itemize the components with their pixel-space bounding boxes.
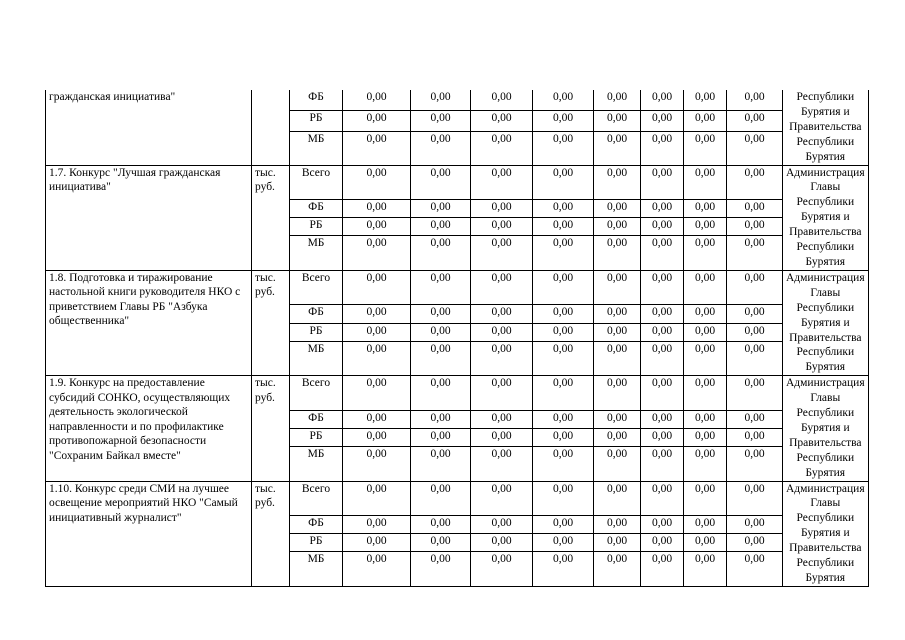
source-cell: ФБ	[290, 305, 343, 323]
executor-cell: Администрация Главы Республики Бурятия и Правительства Республики Бурятия	[783, 270, 869, 375]
value-cell: 0,00	[411, 534, 471, 552]
source-cell: РБ	[290, 111, 343, 132]
table-row	[46, 165, 869, 199]
source-cell: Всего	[290, 481, 343, 515]
value-cell: 0,00	[343, 447, 411, 481]
source-cell: РБ	[290, 428, 343, 446]
value-cell: 0,00	[594, 447, 641, 481]
value-cell: 0,00	[727, 199, 783, 217]
value-cell: 0,00	[411, 552, 471, 586]
source-cell: РБ	[290, 534, 343, 552]
value-cell: 0,00	[533, 376, 594, 410]
value-cell: 0,00	[594, 410, 641, 428]
source-cell: МБ	[290, 236, 343, 270]
value-cell: 0,00	[411, 218, 471, 236]
value-cell: 0,00	[727, 111, 783, 132]
value-cell: 0,00	[641, 428, 684, 446]
unit-cell	[252, 90, 290, 165]
executor-cell: Республики Бурятия и Правительства Республики Бурятия	[783, 90, 869, 165]
unit-cell: тыс. руб.	[252, 270, 290, 375]
value-cell: 0,00	[411, 236, 471, 270]
source-cell: ФБ	[290, 90, 343, 111]
value-cell: 0,00	[684, 341, 727, 375]
table-row	[46, 376, 869, 410]
item-name: 1.8. Подготовка и тиражирование настольной книги руководителя НКО с приветствием Главы РБ "Азбука общественника"	[46, 270, 252, 375]
value-cell: 0,00	[343, 199, 411, 217]
value-cell: 0,00	[411, 516, 471, 534]
source-cell: МБ	[290, 552, 343, 586]
value-cell: 0,00	[471, 270, 533, 304]
value-cell: 0,00	[533, 481, 594, 515]
value-cell: 0,00	[471, 516, 533, 534]
value-cell: 0,00	[684, 218, 727, 236]
value-cell: 0,00	[727, 428, 783, 446]
executor-cell: Администрация Главы Республики Бурятия и Правительства Республики Бурятия	[783, 481, 869, 586]
value-cell: 0,00	[684, 447, 727, 481]
value-cell: 0,00	[727, 236, 783, 270]
value-cell: 0,00	[684, 236, 727, 270]
value-cell: 0,00	[411, 132, 471, 166]
value-cell: 0,00	[684, 111, 727, 132]
executor-cell: Администрация Главы Республики Бурятия и Правительства Республики Бурятия	[783, 165, 869, 270]
value-cell: 0,00	[343, 516, 411, 534]
value-cell: 0,00	[684, 534, 727, 552]
value-cell: 0,00	[471, 199, 533, 217]
value-cell: 0,00	[471, 428, 533, 446]
value-cell: 0,00	[594, 552, 641, 586]
value-cell: 0,00	[411, 376, 471, 410]
value-cell: 0,00	[533, 111, 594, 132]
value-cell: 0,00	[411, 199, 471, 217]
value-cell: 0,00	[471, 552, 533, 586]
value-cell: 0,00	[343, 90, 411, 111]
value-cell: 0,00	[343, 270, 411, 304]
value-cell: 0,00	[343, 218, 411, 236]
value-cell: 0,00	[533, 270, 594, 304]
value-cell: 0,00	[684, 305, 727, 323]
value-cell: 0,00	[641, 410, 684, 428]
value-cell: 0,00	[471, 132, 533, 166]
value-cell: 0,00	[641, 270, 684, 304]
value-cell: 0,00	[594, 218, 641, 236]
value-cell: 0,00	[471, 218, 533, 236]
value-cell: 0,00	[641, 534, 684, 552]
value-cell: 0,00	[471, 323, 533, 341]
value-cell: 0,00	[533, 534, 594, 552]
source-cell: РБ	[290, 323, 343, 341]
value-cell: 0,00	[684, 199, 727, 217]
value-cell: 0,00	[641, 341, 684, 375]
value-cell: 0,00	[594, 428, 641, 446]
value-cell: 0,00	[533, 218, 594, 236]
value-cell: 0,00	[684, 132, 727, 166]
value-cell: 0,00	[684, 323, 727, 341]
value-cell: 0,00	[641, 305, 684, 323]
value-cell: 0,00	[411, 111, 471, 132]
value-cell: 0,00	[594, 323, 641, 341]
value-cell: 0,00	[727, 90, 783, 111]
value-cell: 0,00	[343, 376, 411, 410]
value-cell: 0,00	[533, 90, 594, 111]
value-cell: 0,00	[594, 481, 641, 515]
table-row	[46, 481, 869, 515]
value-cell: 0,00	[594, 132, 641, 166]
value-cell: 0,00	[533, 447, 594, 481]
value-cell: 0,00	[471, 90, 533, 111]
item-name: гражданская инициатива"	[46, 90, 252, 165]
value-cell: 0,00	[411, 323, 471, 341]
value-cell: 0,00	[684, 165, 727, 199]
value-cell: 0,00	[641, 481, 684, 515]
executor-cell: Администрация Главы Республики Бурятия и Правительства Республики Бурятия	[783, 376, 869, 481]
value-cell: 0,00	[411, 90, 471, 111]
value-cell: 0,00	[533, 552, 594, 586]
value-cell: 0,00	[641, 111, 684, 132]
value-cell: 0,00	[533, 323, 594, 341]
value-cell: 0,00	[471, 447, 533, 481]
source-cell: МБ	[290, 132, 343, 166]
value-cell: 0,00	[641, 236, 684, 270]
value-cell: 0,00	[684, 376, 727, 410]
value-cell: 0,00	[641, 199, 684, 217]
value-cell: 0,00	[533, 199, 594, 217]
source-cell: МБ	[290, 447, 343, 481]
source-cell: РБ	[290, 218, 343, 236]
item-name: 1.10. Конкурс среди СМИ на лучшее освещение мероприятий НКО "Самый инициативный журналист"	[46, 481, 252, 586]
value-cell: 0,00	[533, 341, 594, 375]
value-cell: 0,00	[727, 447, 783, 481]
value-cell: 0,00	[594, 341, 641, 375]
value-cell: 0,00	[533, 428, 594, 446]
value-cell: 0,00	[684, 270, 727, 304]
value-cell: 0,00	[471, 376, 533, 410]
table-row	[46, 90, 869, 111]
value-cell: 0,00	[641, 323, 684, 341]
value-cell: 0,00	[533, 305, 594, 323]
value-cell: 0,00	[641, 516, 684, 534]
source-cell: Всего	[290, 270, 343, 304]
value-cell: 0,00	[594, 165, 641, 199]
value-cell: 0,00	[684, 516, 727, 534]
value-cell: 0,00	[727, 218, 783, 236]
value-cell: 0,00	[727, 376, 783, 410]
value-cell: 0,00	[594, 305, 641, 323]
value-cell: 0,00	[343, 534, 411, 552]
value-cell: 0,00	[343, 111, 411, 132]
value-cell: 0,00	[727, 132, 783, 166]
value-cell: 0,00	[594, 90, 641, 111]
value-cell: 0,00	[533, 236, 594, 270]
value-cell: 0,00	[343, 165, 411, 199]
value-cell: 0,00	[411, 447, 471, 481]
value-cell: 0,00	[727, 341, 783, 375]
value-cell: 0,00	[727, 516, 783, 534]
unit-cell: тыс. руб.	[252, 481, 290, 586]
unit-cell: тыс. руб.	[252, 376, 290, 481]
value-cell: 0,00	[533, 516, 594, 534]
value-cell: 0,00	[343, 428, 411, 446]
value-cell: 0,00	[533, 132, 594, 166]
value-cell: 0,00	[594, 270, 641, 304]
source-cell: Всего	[290, 165, 343, 199]
value-cell: 0,00	[471, 236, 533, 270]
value-cell: 0,00	[641, 165, 684, 199]
value-cell: 0,00	[343, 323, 411, 341]
value-cell: 0,00	[411, 481, 471, 515]
item-name: 1.7. Конкурс "Лучшая гражданская инициатива"	[46, 165, 252, 270]
value-cell: 0,00	[684, 481, 727, 515]
value-cell: 0,00	[594, 236, 641, 270]
value-cell: 0,00	[343, 236, 411, 270]
value-cell: 0,00	[641, 132, 684, 166]
value-cell: 0,00	[343, 305, 411, 323]
value-cell: 0,00	[641, 90, 684, 111]
value-cell: 0,00	[471, 481, 533, 515]
value-cell: 0,00	[471, 341, 533, 375]
value-cell: 0,00	[594, 111, 641, 132]
value-cell: 0,00	[594, 376, 641, 410]
value-cell: 0,00	[411, 305, 471, 323]
value-cell: 0,00	[727, 165, 783, 199]
value-cell: 0,00	[727, 305, 783, 323]
source-cell: ФБ	[290, 516, 343, 534]
value-cell: 0,00	[684, 428, 727, 446]
unit-cell: тыс. руб.	[252, 165, 290, 270]
value-cell: 0,00	[727, 534, 783, 552]
source-cell: Всего	[290, 376, 343, 410]
source-cell: ФБ	[290, 410, 343, 428]
value-cell: 0,00	[411, 270, 471, 304]
value-cell: 0,00	[533, 410, 594, 428]
value-cell: 0,00	[727, 410, 783, 428]
value-cell: 0,00	[684, 410, 727, 428]
value-cell: 0,00	[471, 410, 533, 428]
value-cell: 0,00	[411, 428, 471, 446]
value-cell: 0,00	[641, 447, 684, 481]
value-cell: 0,00	[727, 323, 783, 341]
value-cell: 0,00	[641, 218, 684, 236]
table-row	[46, 270, 869, 304]
item-name: 1.9. Конкурс на предоставление субсидий СОНКО, осуществляющих деятельность экологической направленности и по профилактике противопожарной безопасности "Сохраним Байкал вместе"	[46, 376, 252, 481]
value-cell: 0,00	[594, 534, 641, 552]
value-cell: 0,00	[471, 111, 533, 132]
value-cell: 0,00	[594, 199, 641, 217]
value-cell: 0,00	[411, 341, 471, 375]
source-cell: ФБ	[290, 199, 343, 217]
value-cell: 0,00	[343, 481, 411, 515]
value-cell: 0,00	[343, 132, 411, 166]
value-cell: 0,00	[471, 305, 533, 323]
value-cell: 0,00	[727, 552, 783, 586]
value-cell: 0,00	[343, 552, 411, 586]
value-cell: 0,00	[471, 165, 533, 199]
value-cell: 0,00	[641, 552, 684, 586]
value-cell: 0,00	[727, 270, 783, 304]
value-cell: 0,00	[533, 165, 594, 199]
value-cell: 0,00	[684, 90, 727, 111]
budget-table	[45, 90, 869, 587]
value-cell: 0,00	[343, 341, 411, 375]
value-cell: 0,00	[343, 410, 411, 428]
value-cell: 0,00	[727, 481, 783, 515]
value-cell: 0,00	[641, 376, 684, 410]
value-cell: 0,00	[411, 165, 471, 199]
value-cell: 0,00	[411, 410, 471, 428]
source-cell: МБ	[290, 341, 343, 375]
value-cell: 0,00	[594, 516, 641, 534]
value-cell: 0,00	[471, 534, 533, 552]
value-cell: 0,00	[684, 552, 727, 586]
